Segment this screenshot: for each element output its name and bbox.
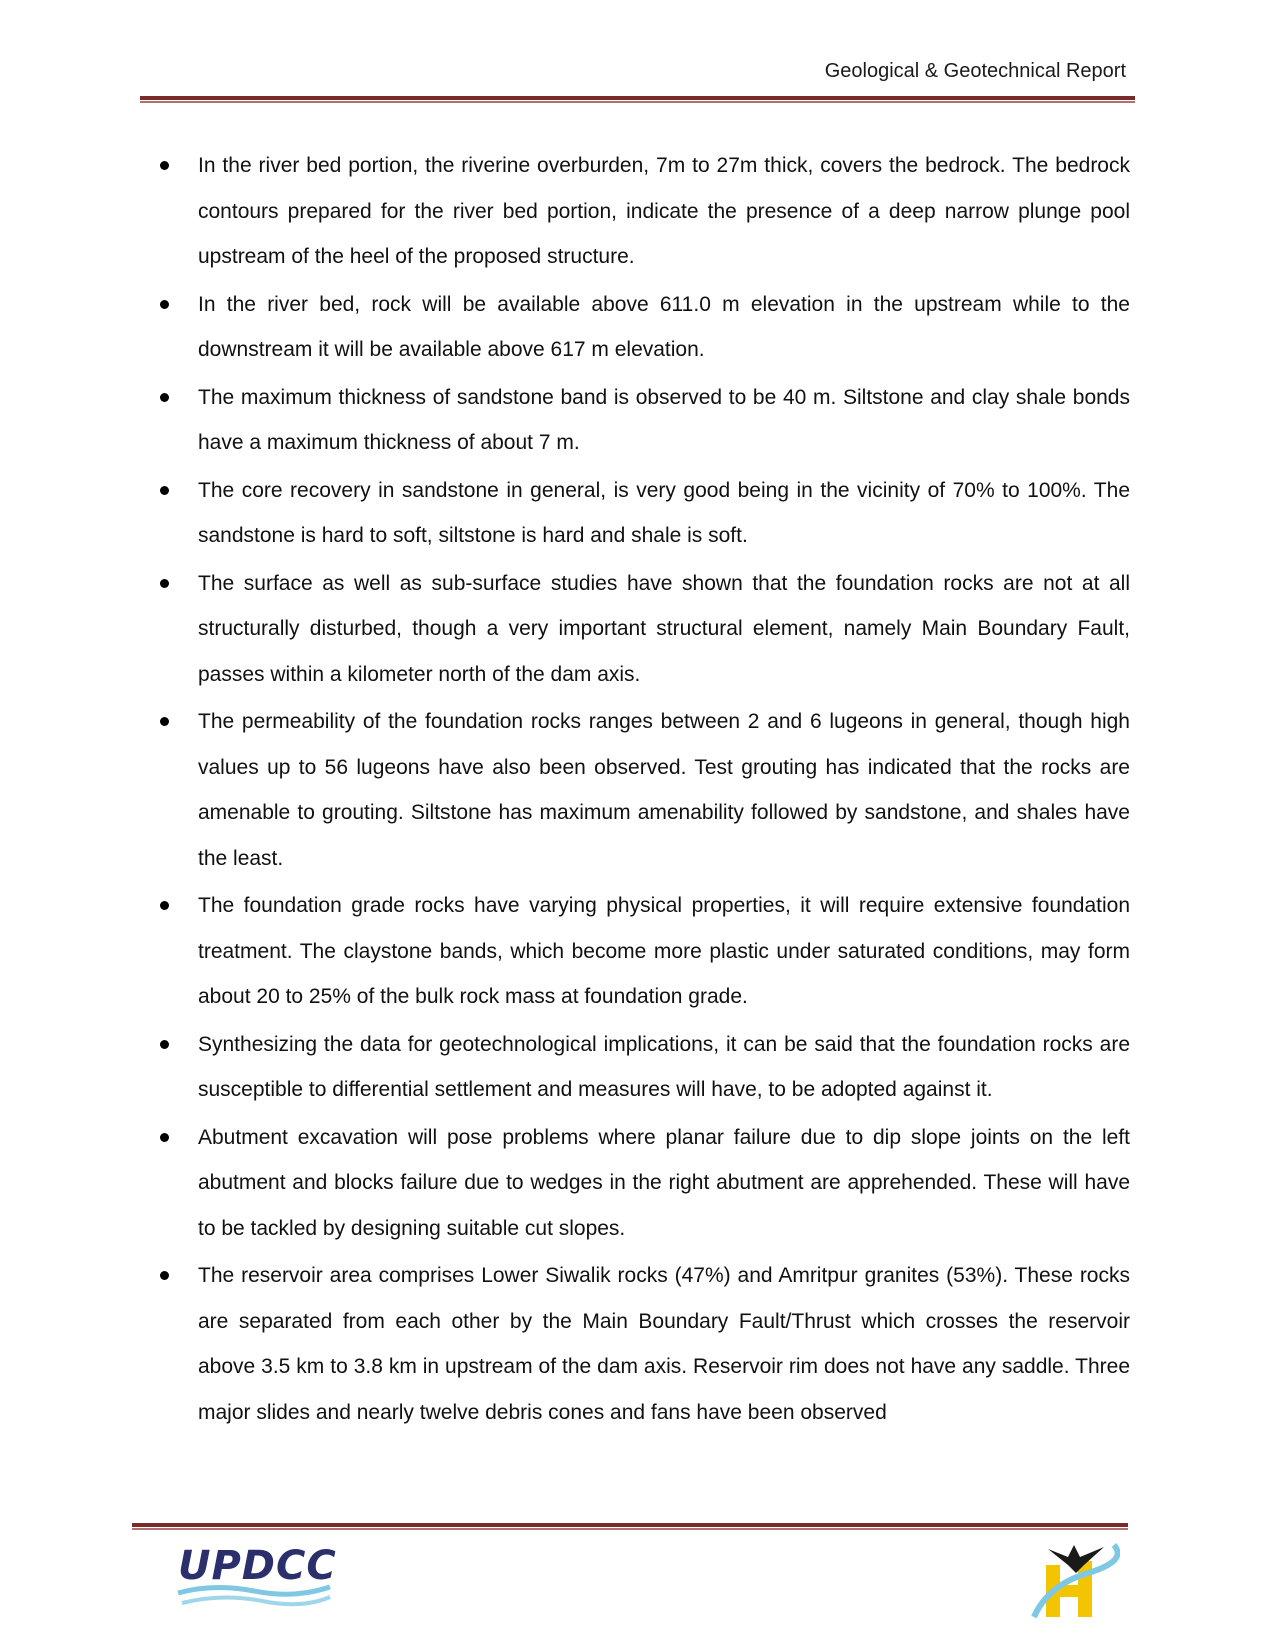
bullet-icon xyxy=(160,393,169,402)
bullet-icon xyxy=(160,486,169,495)
list-item-text: The permeability of the foundation rocks ranges between 2 and 6 lugeons in general, though high values up to 56 lugeons have also been observed. Test grouting has indicated that the rocks are amenable to grouting. Siltstone has maximum amenability followed by sandstone, and shales have the least. xyxy=(198,710,1130,870)
list-item-text: The maximum thickness of sandstone band is observed to be 40 m. Siltstone and clay shale bonds have a maximum thickness of about 7 m. xyxy=(198,385,1130,454)
bullet-icon xyxy=(160,1040,169,1049)
bullet-icon xyxy=(160,579,169,588)
list-item xyxy=(160,143,1130,280)
list-item xyxy=(160,468,1130,559)
header-rule-dark xyxy=(140,96,1135,100)
list-item xyxy=(160,883,1130,1020)
list-item-text: The foundation grade rocks have varying physical properties, it will require extensive foundation treatment. The claystone bands, which become more plastic under saturated conditions, may form about 20 to 25% of the bulk rock mass at foundation grade. xyxy=(198,894,1130,1008)
footer-rule-dark xyxy=(132,1523,1128,1527)
bullet-icon xyxy=(160,1271,169,1280)
list-item xyxy=(160,561,1130,698)
footer-rule-light xyxy=(132,1528,1128,1530)
list-item xyxy=(160,282,1130,373)
page-header-title: Geological & Geotechnical Report xyxy=(824,60,1126,82)
eagle-emblem-graphic xyxy=(1028,1535,1120,1620)
bullet-icon xyxy=(160,717,169,726)
list-item xyxy=(160,375,1130,466)
list-item-text: Abutment excavation will pose problems where planar failure due to dip slope joints on the left abutment and blocks failure due to wedges in the right abutment are apprehended. These will have to be tackled by designing suitable cut slopes. xyxy=(198,1125,1130,1240)
bullet-icon xyxy=(160,300,169,309)
report-body xyxy=(160,143,1130,1437)
header-rule-light xyxy=(140,101,1135,103)
bullet-icon xyxy=(160,901,169,910)
updcc-logo-text: UPDCC xyxy=(178,1543,337,1589)
list-item-text: In the river bed, rock will be available above 611.0 m elevation in the upstream while to the downstream it will be available above 617 m elevation. xyxy=(198,292,1130,361)
eagle-emblem-logo xyxy=(1028,1535,1120,1620)
list-item-text: Synthesizing the data for geotechnological implications, it can be said that the foundation rocks are susceptible to differential settlement and measures will have, to be adopted against it. xyxy=(198,1032,1130,1101)
list-item xyxy=(160,699,1130,881)
list-item xyxy=(160,1253,1130,1435)
bullet-icon xyxy=(160,1133,169,1142)
list-item-text: The core recovery in sandstone in general, is very good being in the vicinity of 70% to 100%. The sandstone is hard to soft, siltstone is hard and shale is soft. xyxy=(198,478,1130,547)
bullet-icon xyxy=(160,161,169,170)
list-item xyxy=(160,1022,1130,1113)
list-item-text: The reservoir area comprises Lower Siwalik rocks (47%) and Amritpur granites (53%). These rocks are separated from each other by the Main Boundary Fault/Thrust which crosses the reservoir above 3.5 km to 3.8 km in upstream of the dam axis. Reservoir rim does not have any saddle. Three major slides and nearly twelve debris cones and fans have been observed xyxy=(198,1264,1130,1424)
list-item-text: The surface as well as sub-surface studies have shown that the foundation rocks are not at all structurally disturbed, though a very important structural element, namely Main Boundary Fault, passes within a kilometer north of the dam axis. xyxy=(198,571,1130,686)
updcc-logo xyxy=(174,1537,337,1617)
list-item-text: In the river bed portion, the riverine overburden, 7m to 27m thick, covers the bedrock. The bedrock contours prepared for the river bed portion, indicate the presence of a deep narrow plunge pool upstream of the heel of the proposed structure. xyxy=(198,154,1130,268)
bullet-list xyxy=(160,143,1130,1435)
list-item xyxy=(160,1115,1130,1252)
